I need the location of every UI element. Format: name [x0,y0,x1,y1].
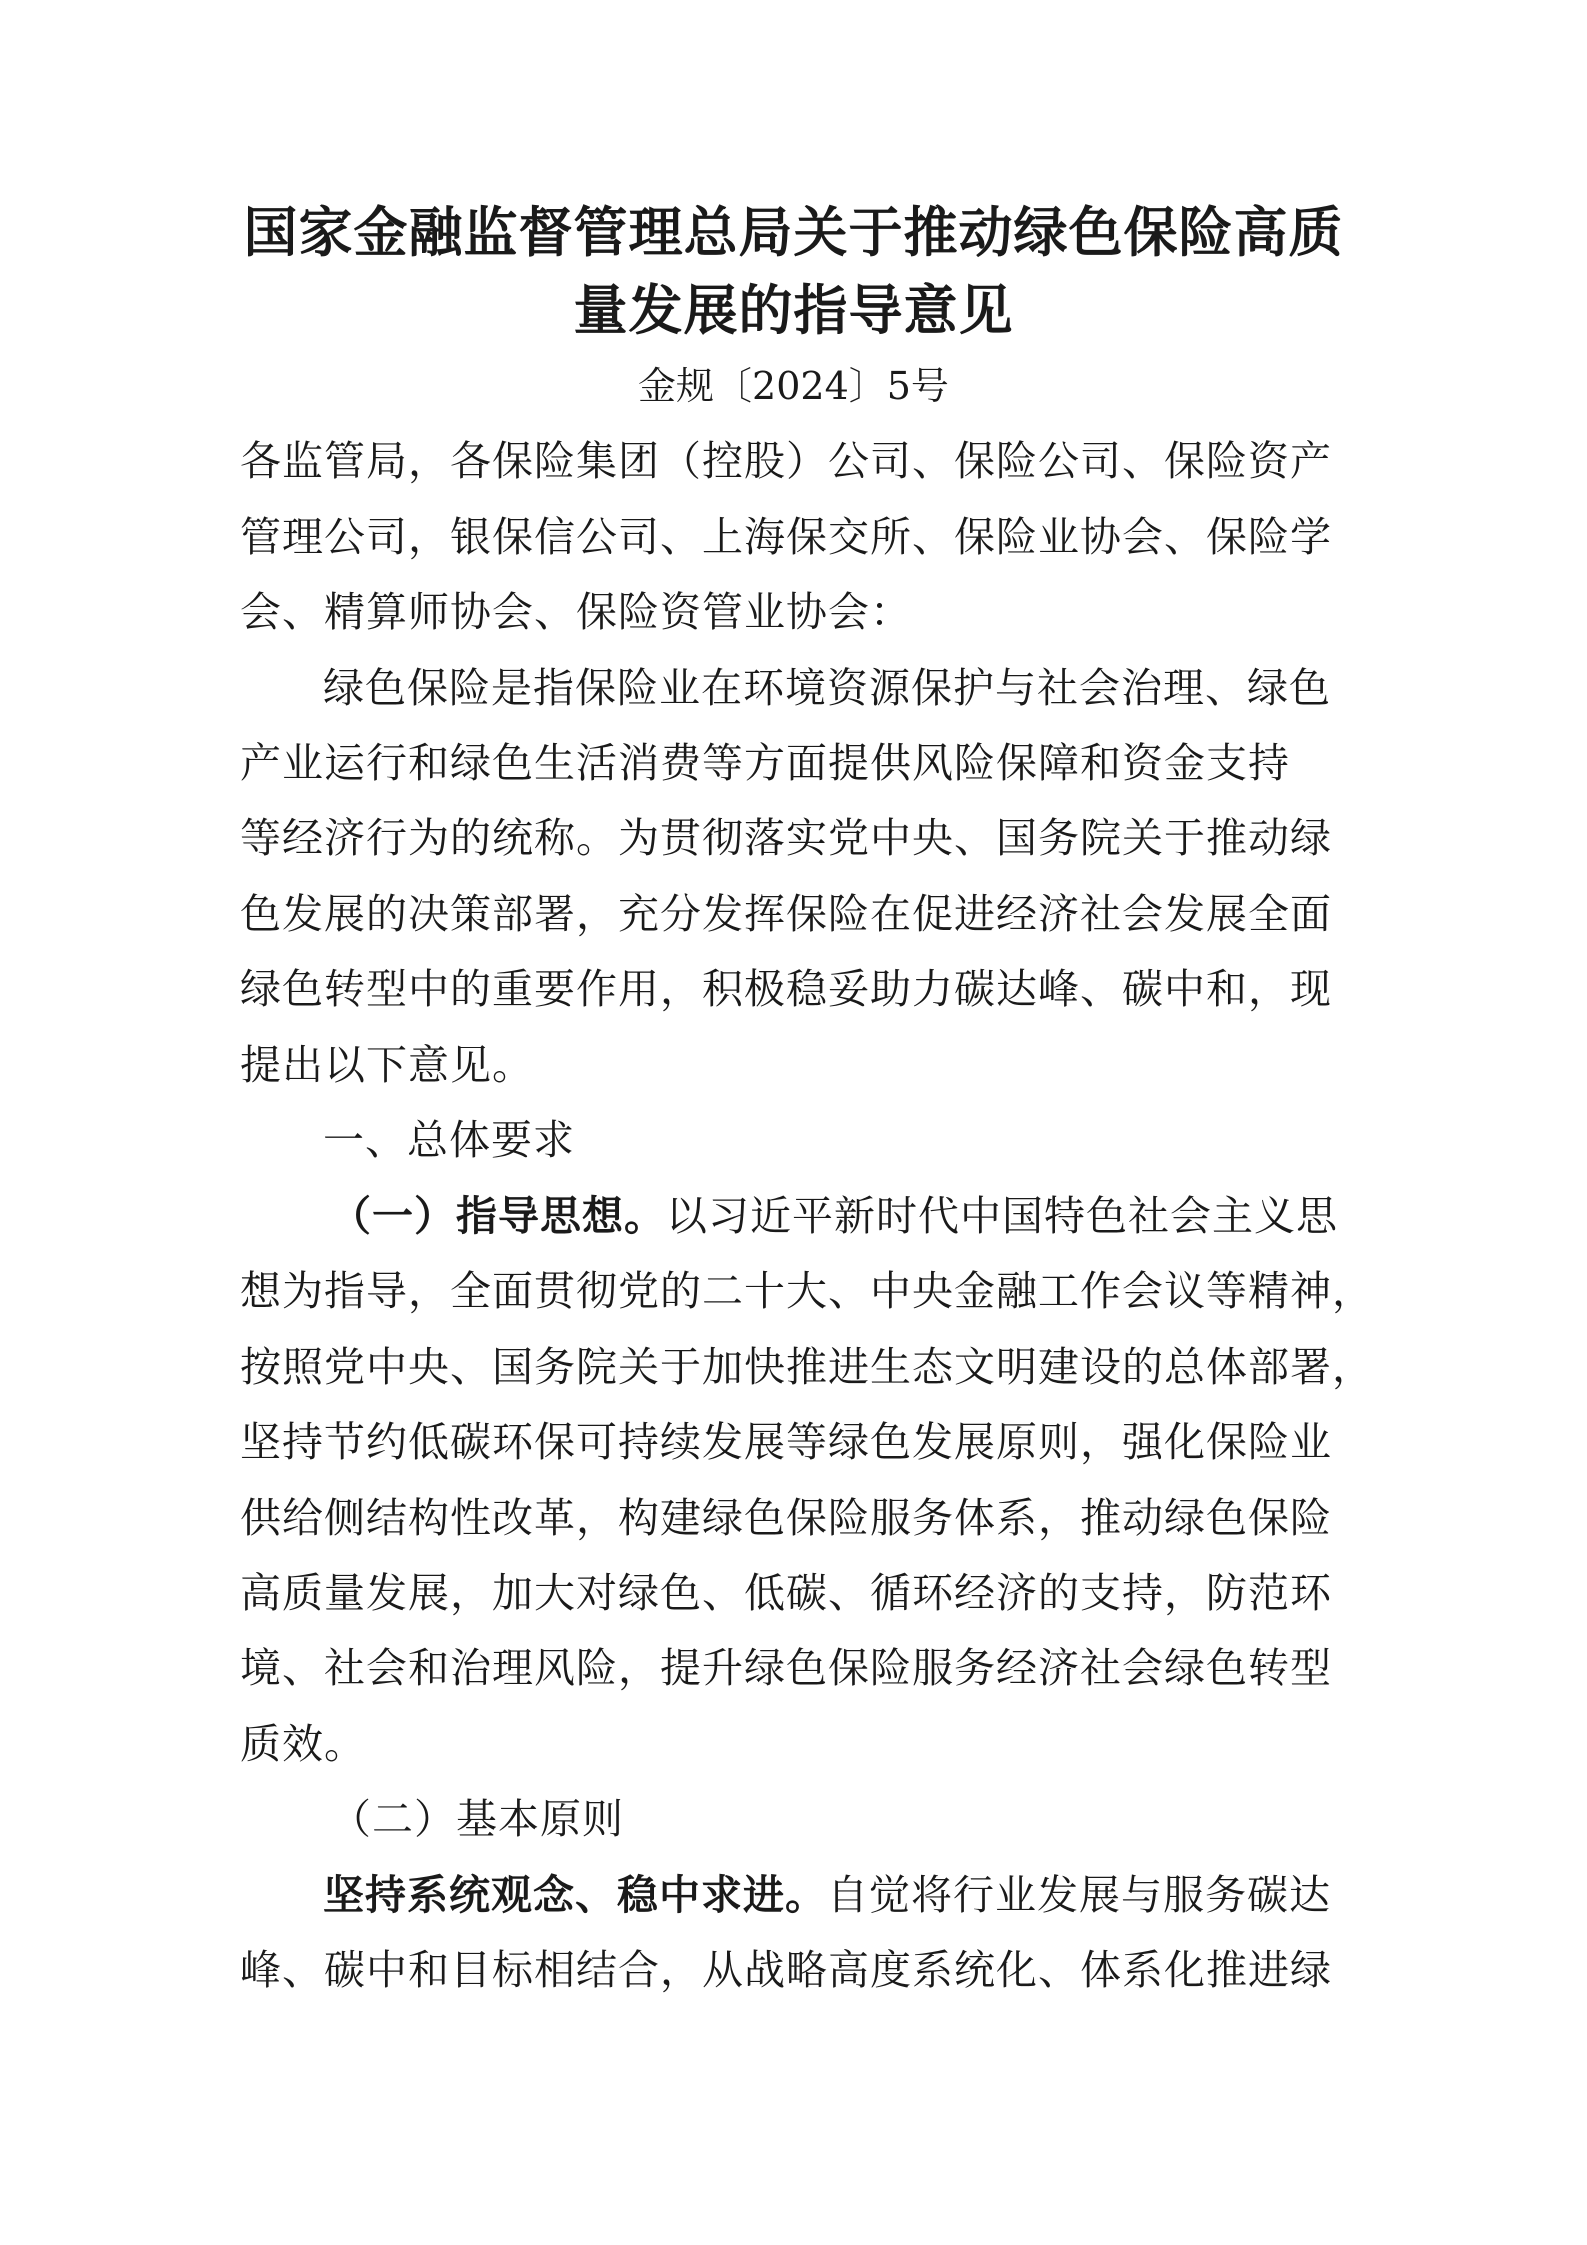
subsection-1-line: 质效。 [240,1720,366,1768]
intro-paragraph-line: 绿色转型中的重要作用，积极稳妥助力碳达峰、碳中和，现 [240,965,1332,1013]
subsection-1-line: 高质量发展，加大对绿色、低碳、循环经济的支持，防范环 [240,1569,1332,1617]
subsection-1-label: （一）指导思想。 [330,1192,666,1240]
subsection-1-line: 想为指导，全面贯彻党的二十大、中央金融工作会议等精神， [240,1267,1374,1315]
principle-1-line: 峰、碳中和目标相结合，从战略高度系统化、体系化推进绿 [240,1946,1332,1994]
subsection-1-line: 坚持节约低碳环保可持续发展等绿色发展原则，强化保险业 [240,1418,1332,1466]
intro-paragraph-line: 等经济行为的统称。为贯彻落实党中央、国务院关于推动绿 [240,814,1332,862]
intro-paragraph-line: 色发展的决策部署，充分发挥保险在促进经济社会发展全面 [240,890,1332,938]
subsection-2-heading: （二）基本原则 [330,1795,624,1843]
intro-paragraph-line: 绿色保险是指保险业在环境资源保护与社会治理、绿色 [323,664,1331,712]
subsection-1-line: 按照党中央、国务院关于加快推进生态文明建设的总体部署， [240,1343,1374,1391]
addressee-line: 各监管局，各保险集团（控股）公司、保险公司、保险资产 [240,437,1332,485]
subsection-1-text: 以习近平新时代中国特色社会主义思 [666,1192,1338,1240]
document-title-line-2: 量发展的指导意见 [573,279,1014,342]
addressee-line: 会、精算师协会、保险资管业协会： [240,588,912,636]
intro-paragraph-line: 提出以下意见。 [240,1041,534,1089]
intro-paragraph-line: 产业运行和绿色生活消费等方面提供风险保障和资金支持 [240,739,1290,787]
subsection-1-first-line [330,1186,1338,1246]
subsection-1-line: 境、社会和治理风险，提升绿色保险服务经济社会绿色转型 [240,1644,1332,1692]
document-number: 金规〔2024〕5号 [638,364,949,408]
principle-1-first-line [323,1865,1331,1925]
subsection-1-line: 供给侧结构性改革，构建绿色保险服务体系，推动绿色保险 [240,1494,1332,1542]
principle-1-text: 自觉将行业发展与服务碳达 [827,1871,1331,1919]
principle-1-label: 坚持系统观念、稳中求进。 [323,1871,827,1919]
document-title-line-1: 国家金融监督管理总局关于推动绿色保险高质 [243,201,1344,264]
addressee-line: 管理公司，银保信公司、上海保交所、保险业协会、保险学 [240,513,1332,561]
section-heading: 一、总体要求 [323,1116,575,1164]
